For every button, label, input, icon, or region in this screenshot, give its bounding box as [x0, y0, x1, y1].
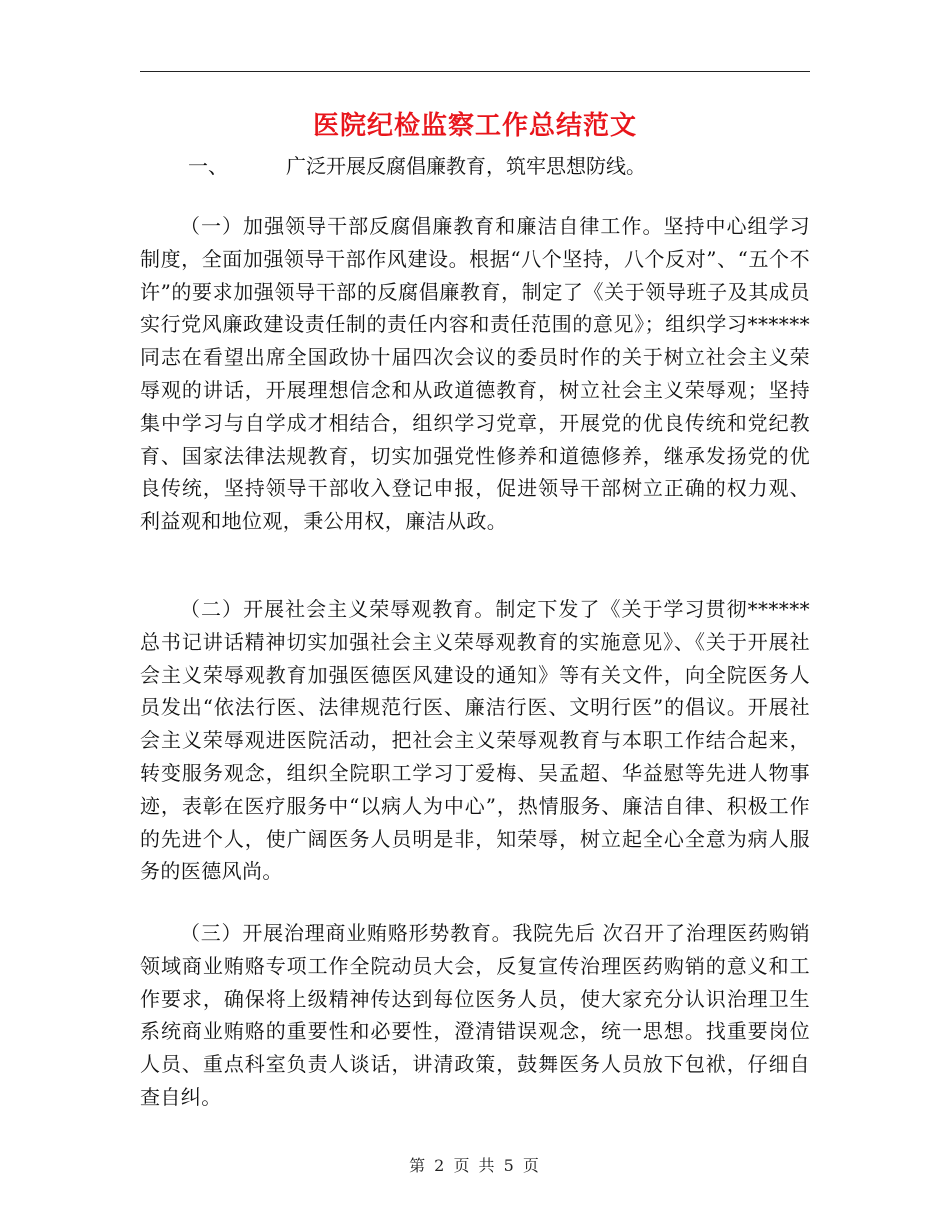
section-heading-text: 广泛开展反腐倡廉教育，筑牢思想防线。	[286, 154, 646, 178]
paragraph-2: （二）开展社会主义荣辱观教育。制定下发了《关于学习贯彻******总书记讲话精神切实加强社会主义荣辱观教育的实施意见》、《关于开展社会主义荣辱观教育加强医德医风建设的通知》等有关文件，向全院医务人员发出“依法行医、法律规范行医、廉洁行医、文明行医”的倡议。开展社会主义荣辱观进医院活动，把社会主义荣辱观教育与本职工作结合起来，转变服务观念，组织全院职工学习丁爱梅、吴孟超、华益慰等先进人物事迹，表彰在医疗服务中“以病人为中心”，热情服务、廉洁自律、积极工作的先进个人，使广阔医务人员明是非，知荣辱，树立起全心全意为病人服务的医德风尚。	[140, 597, 810, 884]
header-rule	[140, 71, 810, 72]
section-number: 一、	[188, 154, 228, 178]
page-footer: 第 2 页 共 5 页	[409, 1156, 541, 1175]
paragraph-1: （一）加强领导干部反腐倡廉教育和廉洁自律工作。坚持中心组学习制度，全面加强领导干部作风建设。根据“八个坚持，八个反对”、“五个不许”的要求加强领导干部的反腐倡廉教育，制定了《关于领导班子及其成员实行党风廉政建设责任制的责任内容和责任范围的意见》；组织学习******同志在看望出席全国政协十届四次会议的委员时作的关于树立社会主义荣辱观的讲话，开展理想信念和从政道德教育，树立社会主义荣辱观；坚持集中学习与自学成才相结合，组织学习党章，开展党的优良传统和党纪教育、国家法律法规教育，切实加强党性修养和道德修养，继承发扬党的优良传统，坚持领导干部收入登记申报，促进领导干部树立正确的权力观、利益观和地位观，秉公用权，廉洁从政。	[140, 214, 810, 534]
paragraph-3: （三）开展治理商业贿赂形势教育。我院先后 次召开了治理医药购销领域商业贿赂专项工作全院动员大会，反复宣传治理医药购销的意义和工作要求，确保将上级精神传达到每位医务人员，使大家充分认识治理卫生系统商业贿赂的重要性和必要性，澄清错误观念，统一思想。找重要岗位人员、重点科室负责人谈话，讲清政策，鼓舞医务人员放下包袱，仔细自查自纠。	[140, 921, 810, 1109]
document-title: 医院纪检监察工作总结范文	[312, 111, 637, 141]
